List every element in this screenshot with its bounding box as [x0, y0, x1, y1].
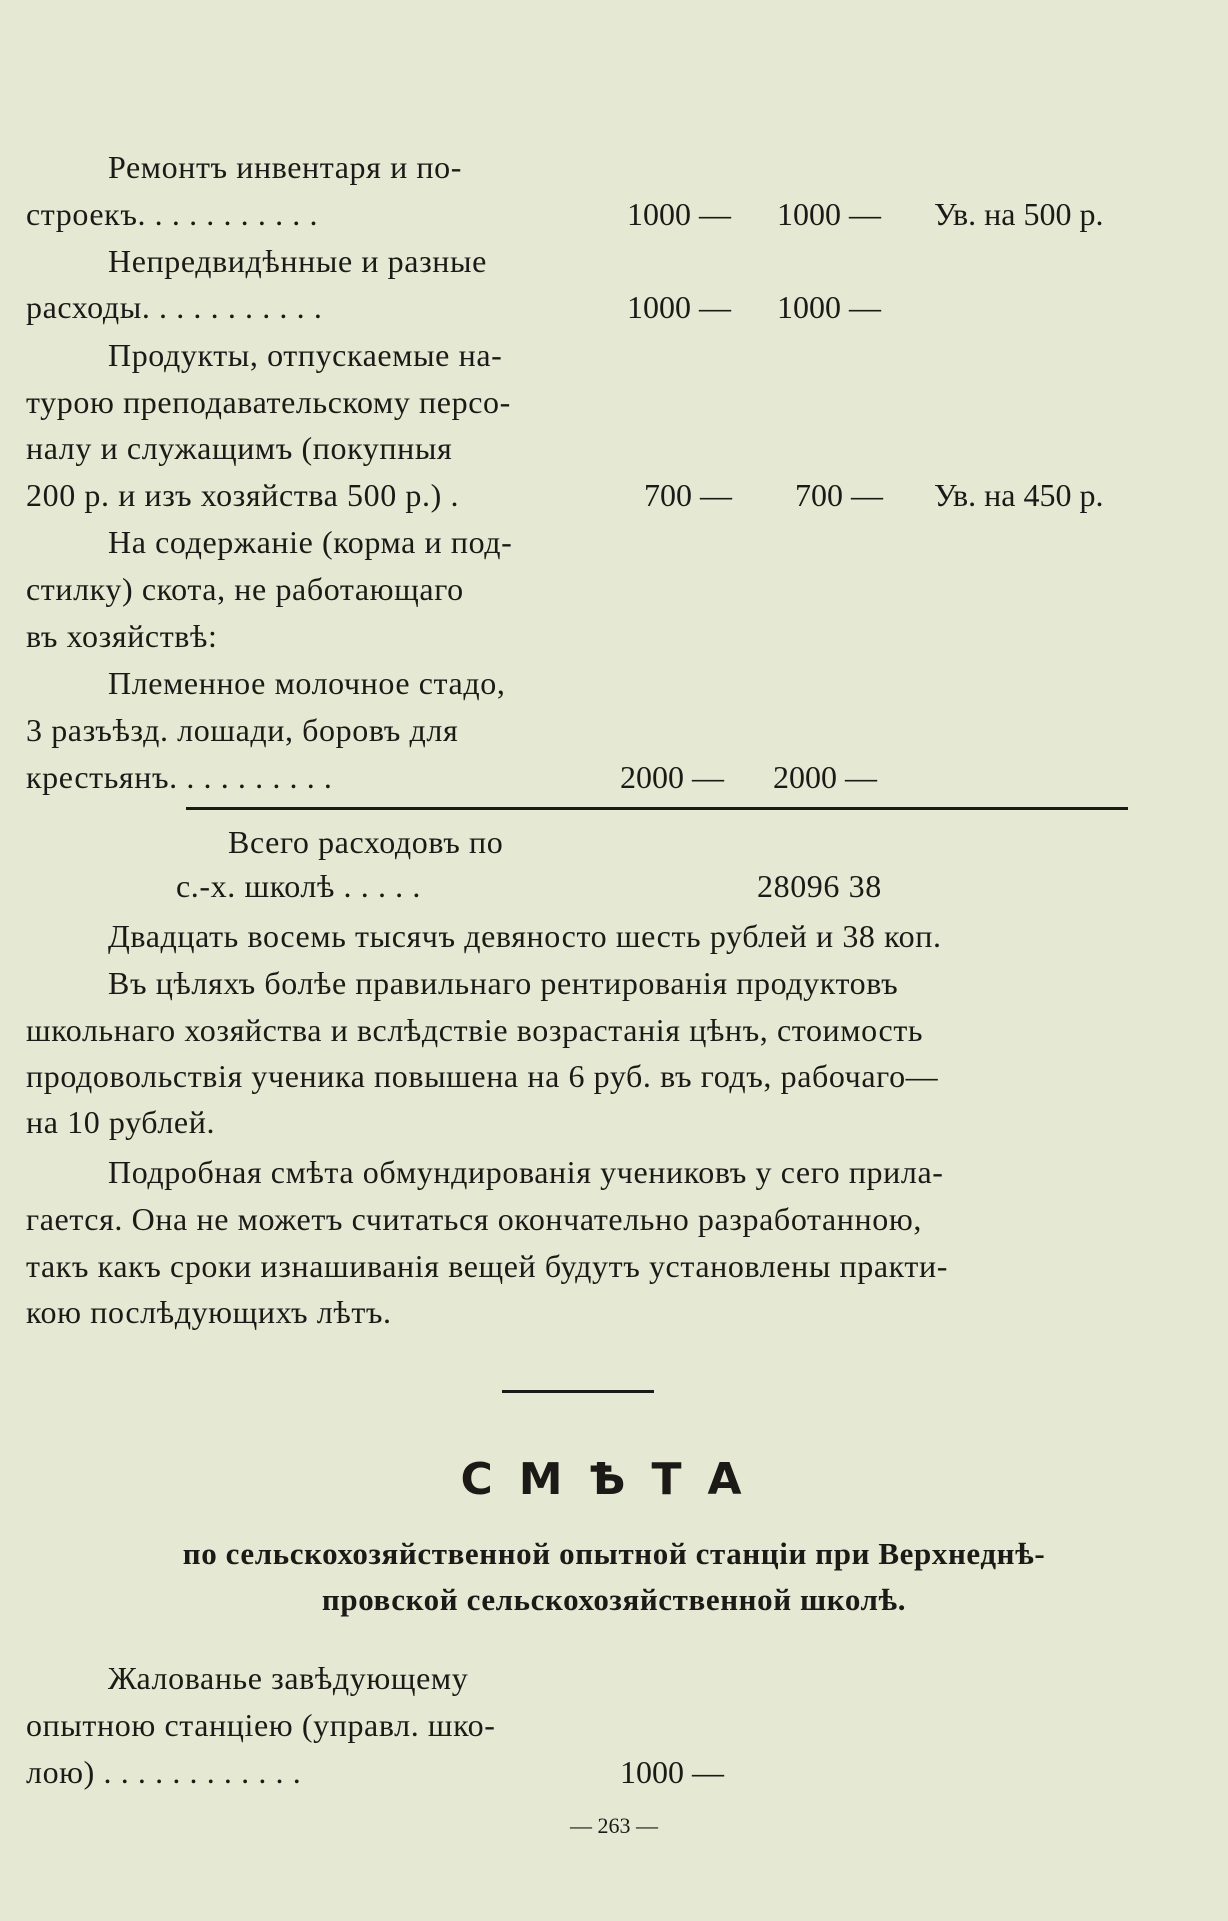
amount-col-1: 1000 — [627, 289, 731, 325]
total-label: Всего расходовъ по [228, 824, 504, 860]
item-label: крестьянъ. . . . . . . . . . [26, 759, 333, 795]
paragraph-line: Въ цѣляхъ болѣе правильнаго рентированія продуктовъ [108, 965, 899, 1001]
amount-col-1: 2000 — [620, 759, 724, 795]
total-amount: 28096 38 [757, 868, 882, 904]
item-text-line: въ хозяйствѣ: [26, 618, 218, 654]
budget-row [26, 757, 1226, 797]
section-subtitle-2: провской сельскохозяйственной школѣ. [321, 1582, 907, 1617]
paragraph-line: продовольствія ученика повышена на 6 руб. въ годъ, рабочаго— [26, 1058, 939, 1094]
item-text-line: Продукты, отпускаемые на- [108, 337, 503, 373]
amount-col-1: 1000 — [620, 1754, 724, 1790]
item-text-line: стилку) скота, не работающаго [26, 571, 464, 607]
item-text-line: 3 разъѣзд. лошади, боровъ для [26, 712, 459, 748]
paragraph-line: Подробная смѣта обмундированія учениковъ у сего прила- [108, 1154, 944, 1190]
item-text-line: На содержаніе (корма и под- [108, 524, 513, 560]
item-text-line: опытною станціею (управл. шко- [26, 1707, 496, 1743]
section-title: СМѢТА [460, 1454, 768, 1505]
item-label: строекъ. . . . . . . . . . . [26, 196, 319, 232]
budget-row [26, 475, 1226, 515]
total-label-2: с.-х. школѣ . . . . . [176, 868, 421, 904]
item-text-line: Непредвидѣнные и разные [108, 243, 487, 279]
total-in-words: Двадцать восемь тысячъ девяносто шесть рублей и 38 коп. [108, 918, 942, 954]
amount-col-2: 1000 — [777, 196, 881, 232]
item-label: 200 р. и изъ хозяйства 500 р.) . [26, 477, 460, 513]
paragraph-line: школьнаго хозяйства и вслѣдствіе возрастанія цѣнъ, стоимость [26, 1012, 924, 1048]
item-label: лою) . . . . . . . . . . . . [26, 1754, 302, 1790]
section-subtitle-1: по сельскохозяйственной опытной станціи при Верхнеднѣ- [182, 1536, 1046, 1571]
paragraph-line: кою послѣдующихъ лѣтъ. [26, 1294, 392, 1330]
item-text-line: Ремонтъ инвентаря и по- [108, 149, 462, 185]
total-rule [186, 807, 1128, 810]
item-label: расходы. . . . . . . . . . . [26, 289, 323, 325]
note-col: Ув. на 450 р. [934, 477, 1104, 513]
item-text-line: налу и служащимъ (покупныя [26, 430, 453, 466]
paragraph-line: гается. Она не можетъ считаться окончательно разработанною, [26, 1201, 922, 1237]
amount-col-1: 1000 — [627, 196, 731, 232]
paragraph-line: такъ какъ сроки изнашиванія вещей будутъ установлены практи- [26, 1248, 948, 1284]
amount-col-1: 700 — [644, 477, 732, 513]
amount-col-2: 1000 — [777, 289, 881, 325]
page-number: — 263 — [570, 1813, 658, 1838]
section-separator [502, 1390, 654, 1393]
paragraph-line: на 10 рублей. [26, 1104, 216, 1140]
budget-row [26, 1752, 1226, 1792]
item-text-line: турою преподавательскому персо- [26, 384, 511, 420]
item-text-line: Племенное молочное стадо, [108, 665, 506, 701]
budget-row [26, 194, 1226, 234]
amount-col-2: 700 — [795, 477, 883, 513]
note-col: Ув. на 500 р. [934, 196, 1104, 232]
amount-col-2: 2000 — [773, 759, 877, 795]
budget-row [26, 287, 1226, 327]
item-text-line: Жалованье завѣдующему [108, 1660, 469, 1696]
